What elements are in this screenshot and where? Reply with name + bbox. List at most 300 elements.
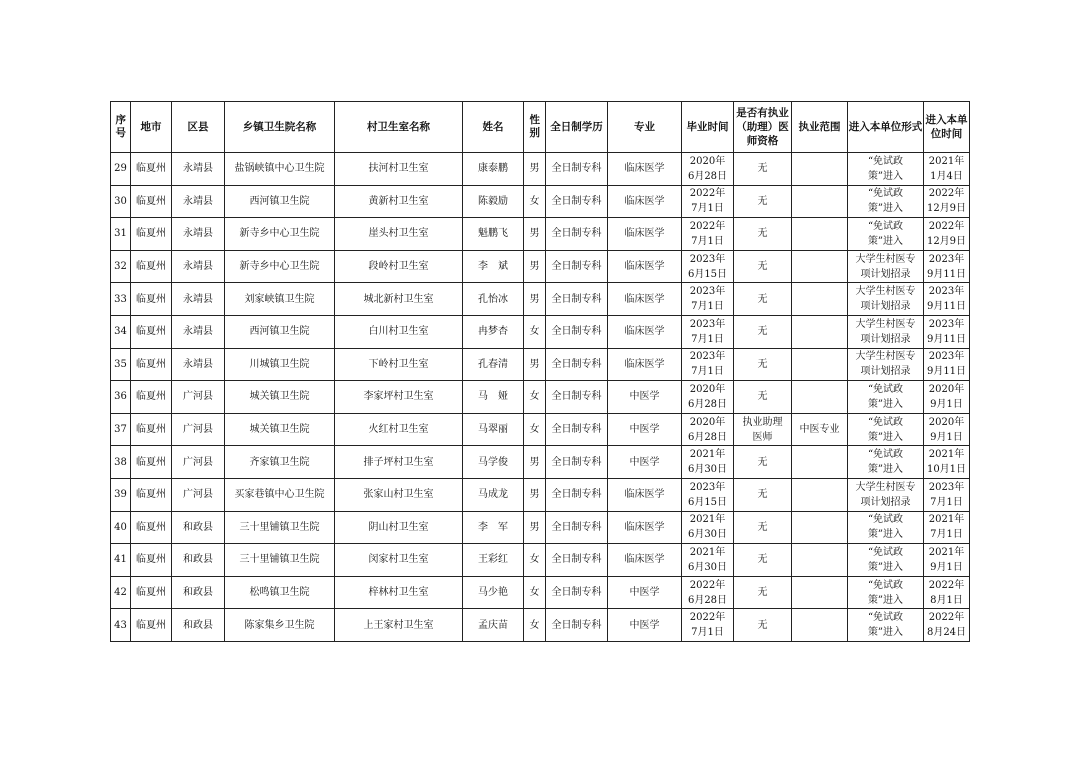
cell-grad-time [682,511,734,544]
cell-county: 广河县 [172,478,225,511]
cell-license-line: 医师 [752,431,773,443]
cell-name: 魁鹏飞 [463,218,524,251]
cell-scope [792,348,848,381]
cell-education: 全日制专科 [546,576,608,609]
cell-license [734,315,792,348]
cell-education: 全日制专科 [546,348,608,381]
cell-entry-form [848,153,924,186]
cell-grad-time-line: 2022年 [689,612,726,624]
cell-entry-form-line: “免试政 [867,383,904,395]
cell-city: 临夏州 [131,348,172,381]
cell-scope [792,283,848,316]
cell-gender: 女 [524,576,546,609]
header-education: 全日制学历 [546,102,608,153]
cell-village-clinic: 张家山村卫生室 [335,478,463,511]
cell-license-line: 无 [757,293,768,305]
cell-entry-time-line: 2021年 [928,546,965,558]
cell-entry-time [924,511,970,544]
cell-grad-time-line: 6月30日 [687,529,728,541]
cell-entry-time [924,283,970,316]
cell-license [734,413,792,446]
cell-name: 孔春清 [463,348,524,381]
cell-education: 全日制专科 [546,413,608,446]
cell-town-hospital: 刘家峡镇卫生院 [225,283,335,316]
header-village-clinic: 村卫生室名称 [335,102,463,153]
cell-city: 临夏州 [131,218,172,251]
cell-education: 全日制专科 [546,315,608,348]
cell-license-line: 无 [757,587,768,599]
cell-grad-time-line: 2020年 [689,416,726,428]
cell-gender: 男 [524,348,546,381]
cell-major: 中医学 [608,381,682,414]
cell-entry-time-line: 12月9日 [926,235,967,247]
cell-scope [792,544,848,577]
cell-entry-time [924,381,970,414]
cell-entry-time-line: 2022年 [928,188,965,200]
cell-entry-form-line: 策”进入 [867,431,904,443]
cell-grad-time-line: 7月1日 [691,366,724,378]
cell-license [734,576,792,609]
cell-entry-form [848,413,924,446]
cell-entry-time-line: 9月11日 [926,366,967,378]
cell-entry-time-line: 2023年 [928,253,965,265]
cell-name: 陈毅励 [463,185,524,218]
cell-grad-time-line: 7月1日 [691,235,724,247]
cell-town-hospital: 三十里铺镇卫生院 [225,511,335,544]
table-row [111,283,970,316]
cell-entry-form [848,283,924,316]
cell-grad-time-line: 6月30日 [687,561,728,573]
cell-entry-form-line: 大学生村医专 [855,253,916,265]
cell-entry-form [848,250,924,283]
cell-entry-form [848,609,924,642]
cell-village-clinic: 火红村卫生室 [335,413,463,446]
cell-major: 临床医学 [608,544,682,577]
cell-license [734,283,792,316]
cell-grad-time [682,576,734,609]
table-row [111,348,970,381]
cell-major: 临床医学 [608,250,682,283]
cell-name: 康泰鹏 [463,153,524,186]
cell-scope: 中医专业 [792,413,848,446]
cell-scope [792,478,848,511]
cell-grad-time [682,478,734,511]
cell-entry-form-line: “免试政 [867,449,904,461]
cell-license-line: 无 [757,358,768,370]
cell-town-hospital: 盐锅峡镇中心卫生院 [225,153,335,186]
cell-city: 临夏州 [131,576,172,609]
cell-license [734,218,792,251]
cell-gender: 男 [524,283,546,316]
table-row [111,446,970,479]
header-major: 专业 [608,102,682,153]
cell-entry-time-line: 2023年 [928,318,965,330]
cell-entry-time-line: 2021年 [928,155,965,167]
cell-city: 临夏州 [131,315,172,348]
header-scope: 执业范围 [792,102,848,153]
cell-grad-time-line: 2022年 [689,188,726,200]
cell-license-line: 无 [757,261,768,273]
cell-major: 中医学 [608,609,682,642]
cell-entry-form-line: 项计划招录 [860,333,911,345]
cell-name: 马 娅 [463,381,524,414]
cell-grad-time-line: 2021年 [689,514,726,526]
cell-education: 全日制专科 [546,218,608,251]
cell-scope [792,185,848,218]
cell-entry-form-line: 项计划招录 [860,496,911,508]
cell-gender: 男 [524,250,546,283]
cell-county: 永靖县 [172,153,225,186]
cell-grad-time [682,609,734,642]
cell-entry-time-line: 2022年 [928,579,965,591]
cell-license-line: 无 [757,163,768,175]
cell-license [734,609,792,642]
cell-entry-form-line: “免试政 [867,579,904,591]
cell-major: 临床医学 [608,348,682,381]
cell-grad-time-line: 6月28日 [687,398,728,410]
cell-education: 全日制专科 [546,511,608,544]
cell-entry-form [848,348,924,381]
cell-seq: 31 [111,218,131,251]
cell-entry-time-line: 2023年 [928,351,965,363]
cell-entry-form-line: 项计划招录 [860,366,911,378]
cell-entry-form-line: 大学生村医专 [855,286,916,298]
cell-entry-time-line: 10月1日 [926,464,967,476]
cell-entry-form-line: 策”进入 [867,170,904,182]
cell-grad-time-line: 2022年 [689,579,726,591]
cell-entry-time-line: 8月1日 [930,594,963,606]
header-grad-time: 毕业时间 [682,102,734,153]
cell-seq: 41 [111,544,131,577]
cell-entry-form-line: 策”进入 [867,561,904,573]
cell-city: 临夏州 [131,446,172,479]
cell-entry-time-line: 9月11日 [926,333,967,345]
cell-county: 永靖县 [172,185,225,218]
cell-license-line: 无 [757,228,768,240]
cell-education: 全日制专科 [546,381,608,414]
cell-name: 马学俊 [463,446,524,479]
cell-education: 全日制专科 [546,283,608,316]
cell-scope [792,609,848,642]
cell-scope [792,315,848,348]
cell-town-hospital: 川城镇卫生院 [225,348,335,381]
cell-town-hospital: 西河镇卫生院 [225,315,335,348]
cell-gender: 男 [524,218,546,251]
cell-grad-time-line: 7月1日 [691,627,724,639]
cell-seq: 37 [111,413,131,446]
cell-grad-time [682,544,734,577]
cell-major: 临床医学 [608,218,682,251]
cell-village-clinic: 崖头村卫生室 [335,218,463,251]
cell-entry-form [848,478,924,511]
cell-seq: 30 [111,185,131,218]
cell-village-clinic: 闵家村卫生室 [335,544,463,577]
table-row [111,185,970,218]
cell-education: 全日制专科 [546,153,608,186]
header-entry-time: 进入本单位时间 [924,102,970,153]
cell-gender: 男 [524,153,546,186]
cell-entry-time [924,413,970,446]
cell-entry-time-line: 7月1日 [930,496,963,508]
cell-city: 临夏州 [131,511,172,544]
header-county: 区县 [172,102,225,153]
cell-education: 全日制专科 [546,609,608,642]
cell-grad-time [682,348,734,381]
cell-grad-time [682,218,734,251]
cell-city: 临夏州 [131,381,172,414]
cell-major: 临床医学 [608,153,682,186]
cell-entry-form-line: 项计划招录 [860,301,911,313]
cell-entry-form-line: 策”进入 [867,464,904,476]
cell-city: 临夏州 [131,185,172,218]
cell-entry-form-line: “免试政 [867,155,904,167]
cell-grad-time-line: 6月28日 [687,431,728,443]
cell-grad-time-line: 2023年 [689,318,726,330]
cell-county: 广河县 [172,381,225,414]
cell-entry-time [924,250,970,283]
table-header-row [111,102,970,153]
cell-entry-time [924,576,970,609]
cell-major: 临床医学 [608,185,682,218]
cell-grad-time-line: 7月1日 [691,333,724,345]
cell-gender: 男 [524,478,546,511]
cell-town-hospital: 三十里铺镇卫生院 [225,544,335,577]
cell-grad-time-line: 2023年 [689,481,726,493]
cell-license-line: 无 [757,195,768,207]
cell-seq: 40 [111,511,131,544]
cell-village-clinic: 段岭村卫生室 [335,250,463,283]
cell-entry-form-line: 大学生村医专 [855,351,916,363]
cell-entry-form-line: 项计划招录 [860,268,911,280]
cell-major: 中医学 [608,413,682,446]
cell-entry-time [924,544,970,577]
cell-grad-time [682,185,734,218]
cell-town-hospital: 新寺乡中心卫生院 [225,250,335,283]
cell-grad-time [682,381,734,414]
cell-gender: 女 [524,544,546,577]
cell-grad-time-line: 2020年 [689,155,726,167]
cell-entry-time-line: 2023年 [928,481,965,493]
cell-grad-time-line: 2023年 [689,286,726,298]
cell-gender: 女 [524,315,546,348]
cell-license [734,250,792,283]
cell-town-hospital: 松鸣镇卫生院 [225,576,335,609]
cell-entry-form [848,544,924,577]
cell-license-line: 无 [757,326,768,338]
cell-license-line: 执业助理 [742,416,783,428]
cell-name: 孟庆苗 [463,609,524,642]
cell-name: 马成龙 [463,478,524,511]
cell-entry-form [848,446,924,479]
table-row [111,609,970,642]
table-row [111,381,970,414]
cell-grad-time [682,283,734,316]
header-name: 姓名 [463,102,524,153]
cell-license [734,153,792,186]
cell-grad-time-line: 2021年 [689,546,726,558]
cell-entry-time-line: 9月11日 [926,268,967,280]
cell-county: 和政县 [172,609,225,642]
cell-entry-time-line: 7月1日 [930,529,963,541]
cell-grad-time [682,446,734,479]
cell-seq: 34 [111,315,131,348]
cell-license [734,511,792,544]
cell-gender: 男 [524,511,546,544]
cell-grad-time-line: 2020年 [689,383,726,395]
cell-gender: 男 [524,446,546,479]
cell-city: 临夏州 [131,544,172,577]
cell-entry-time-line: 12月9日 [926,203,967,215]
table-row [111,544,970,577]
cell-town-hospital: 城关镇卫生院 [225,381,335,414]
cell-grad-time-line: 7月1日 [691,203,724,215]
cell-grad-time-line: 7月1日 [691,301,724,313]
cell-license [734,478,792,511]
cell-major: 临床医学 [608,478,682,511]
cell-entry-time [924,478,970,511]
cell-major: 临床医学 [608,315,682,348]
cell-entry-form-line: 策”进入 [867,529,904,541]
cell-scope [792,446,848,479]
table-row [111,250,970,283]
cell-license-line: 无 [757,391,768,403]
cell-gender: 女 [524,609,546,642]
cell-education: 全日制专科 [546,250,608,283]
cell-entry-time-line: 2020年 [928,383,965,395]
cell-scope [792,153,848,186]
cell-entry-time [924,153,970,186]
cell-grad-time-line: 2023年 [689,351,726,363]
cell-entry-form-line: 大学生村医专 [855,481,916,493]
cell-grad-time [682,315,734,348]
cell-gender: 女 [524,381,546,414]
cell-license-line: 无 [757,554,768,566]
cell-entry-form-line: “免试政 [867,546,904,558]
cell-entry-form-line: 策”进入 [867,594,904,606]
cell-scope [792,250,848,283]
cell-education: 全日制专科 [546,544,608,577]
cell-entry-form-line: 大学生村医专 [855,318,916,330]
cell-name: 李 军 [463,511,524,544]
cell-village-clinic: 阴山村卫生室 [335,511,463,544]
cell-village-clinic: 城北新村卫生室 [335,283,463,316]
cell-education: 全日制专科 [546,185,608,218]
cell-grad-time-line: 6月15日 [687,496,728,508]
cell-major: 临床医学 [608,511,682,544]
cell-grad-time-line: 2021年 [689,449,726,461]
cell-entry-time-line: 2020年 [928,416,965,428]
cell-entry-time-line: 2022年 [928,612,965,624]
cell-entry-form-line: 策”进入 [867,203,904,215]
cell-entry-time-line: 9月1日 [930,398,963,410]
cell-entry-time-line: 8月24日 [926,627,967,639]
cell-entry-time [924,446,970,479]
table-row [111,218,970,251]
cell-entry-time-line: 2021年 [928,449,965,461]
cell-name: 李 斌 [463,250,524,283]
cell-grad-time-line: 6月28日 [687,170,728,182]
cell-grad-time-line: 6月30日 [687,464,728,476]
cell-name: 王彩红 [463,544,524,577]
table-row [111,153,970,186]
cell-county: 和政县 [172,576,225,609]
cell-education: 全日制专科 [546,446,608,479]
cell-village-clinic: 梓林村卫生室 [335,576,463,609]
cell-entry-form [848,218,924,251]
cell-name: 马少艳 [463,576,524,609]
header-city: 地市 [131,102,172,153]
cell-village-clinic: 扶河村卫生室 [335,153,463,186]
cell-seq: 32 [111,250,131,283]
cell-village-clinic: 上王家村卫生室 [335,609,463,642]
cell-license-line: 无 [757,521,768,533]
cell-entry-time-line: 2022年 [928,220,965,232]
cell-entry-form-line: 策”进入 [867,235,904,247]
cell-city: 临夏州 [131,413,172,446]
cell-grad-time-line: 6月15日 [687,268,728,280]
cell-entry-form-line: 策”进入 [867,398,904,410]
cell-entry-form-line: 策”进入 [867,627,904,639]
cell-entry-time-line: 2023年 [928,286,965,298]
cell-major: 临床医学 [608,283,682,316]
cell-entry-time [924,348,970,381]
cell-seq: 42 [111,576,131,609]
cell-entry-form [848,381,924,414]
cell-county: 永靖县 [172,218,225,251]
cell-entry-form [848,511,924,544]
cell-scope [792,576,848,609]
cell-entry-form-line: “免试政 [867,612,904,624]
header-town-hospital: 乡镇卫生院名称 [225,102,335,153]
cell-entry-time-line: 9月1日 [930,561,963,573]
cell-county: 和政县 [172,511,225,544]
table-row [111,478,970,511]
cell-county: 永靖县 [172,315,225,348]
cell-entry-time-line: 9月11日 [926,301,967,313]
header-gender: 性别 [524,102,546,153]
header-seq: 序号 [111,102,131,153]
cell-grad-time [682,153,734,186]
cell-name: 孔怡冰 [463,283,524,316]
cell-license-line: 无 [757,619,768,631]
cell-license [734,544,792,577]
cell-city: 临夏州 [131,250,172,283]
table-row [111,315,970,348]
cell-entry-form [848,315,924,348]
cell-entry-time-line: 2021年 [928,514,965,526]
cell-county: 广河县 [172,413,225,446]
cell-scope [792,511,848,544]
cell-gender: 女 [524,413,546,446]
cell-city: 临夏州 [131,283,172,316]
cell-grad-time-line: 2023年 [689,253,726,265]
cell-license-line: 无 [757,489,768,501]
cell-grad-time-line: 2022年 [689,220,726,232]
cell-seq: 36 [111,381,131,414]
cell-county: 和政县 [172,544,225,577]
cell-county: 广河县 [172,446,225,479]
cell-entry-time-line: 1月4日 [930,170,963,182]
cell-gender: 女 [524,185,546,218]
cell-town-hospital: 新寺乡中心卫生院 [225,218,335,251]
cell-grad-time [682,250,734,283]
cell-entry-time [924,609,970,642]
cell-grad-time [682,413,734,446]
cell-town-hospital: 买家巷镇中心卫生院 [225,478,335,511]
cell-village-clinic: 李家坪村卫生室 [335,381,463,414]
cell-name: 冉梦杏 [463,315,524,348]
cell-village-clinic: 排子坪村卫生室 [335,446,463,479]
